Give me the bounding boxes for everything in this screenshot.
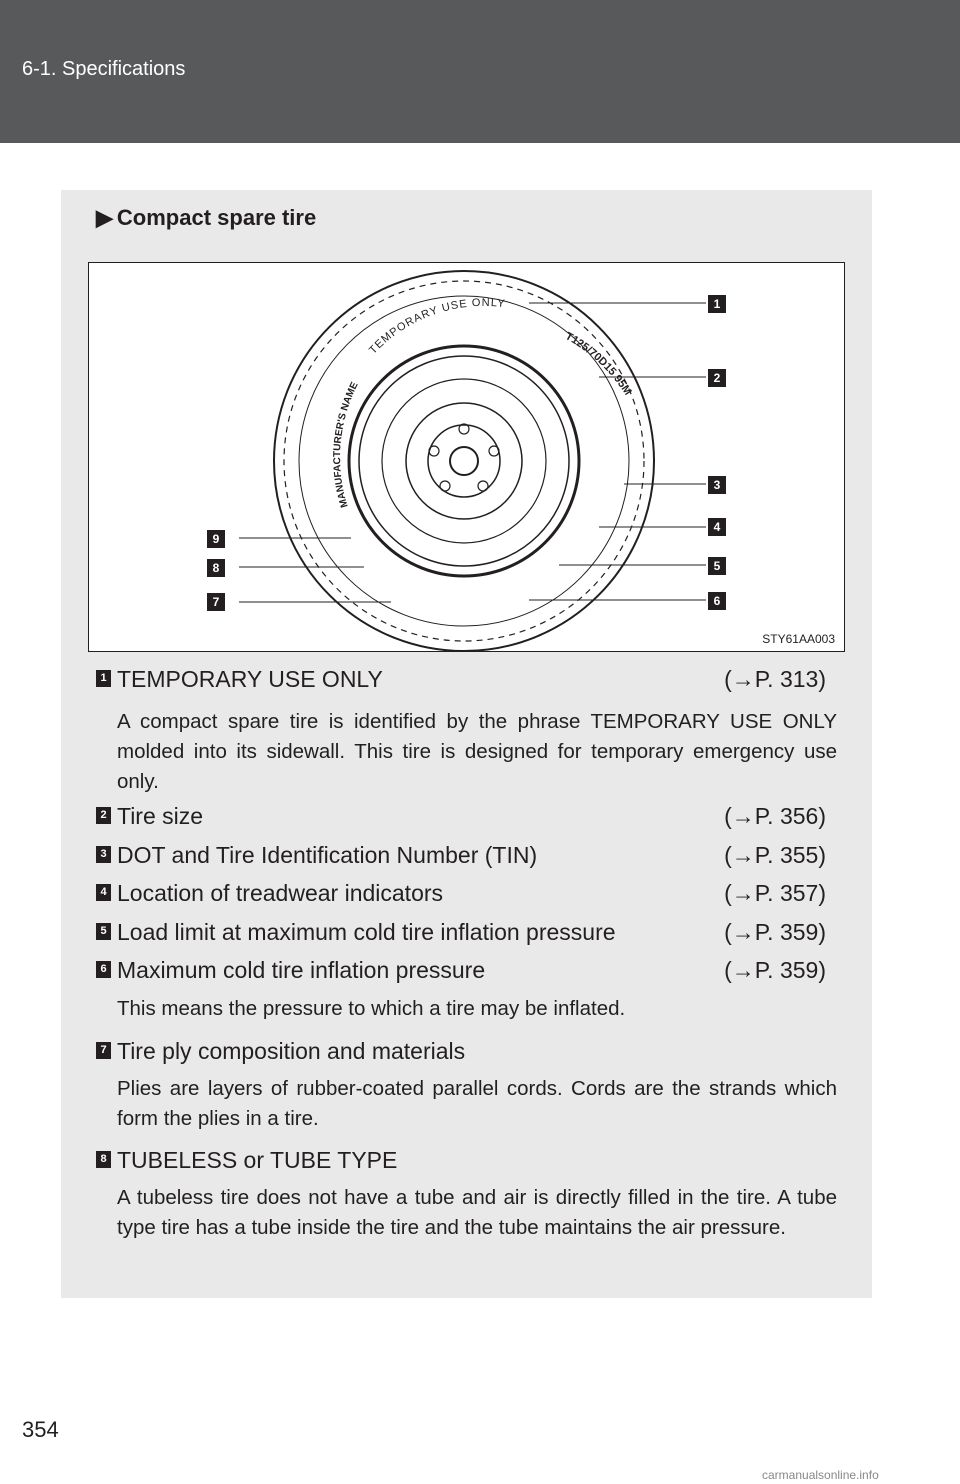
callout-5: 5 (713, 559, 721, 573)
item-number-badge: 1 (96, 670, 111, 687)
page-reference: (→P. 313) (724, 666, 826, 692)
page-reference: (→P. 359) (724, 919, 826, 945)
item-description: A compact spare tire is identified by the phrase TEMPORARY USE ONLY molded into its sidewall. This tire is designed for temporary emergency use only. (117, 710, 837, 793)
tire-figure (88, 262, 845, 652)
callout-1: 1 (713, 297, 721, 311)
item-number-badge: 2 (96, 807, 111, 824)
tire (274, 271, 654, 651)
figure-code: STY61AA003 (762, 632, 835, 646)
callout-2: 2 (713, 371, 721, 385)
item-number-badge: 5 (96, 923, 111, 940)
callout-7: 7 (212, 595, 220, 609)
watermark: carmanualsonline.info (762, 1468, 879, 1482)
callout-4: 4 (713, 520, 721, 534)
panel-title-text: Compact spare tire (116, 205, 317, 230)
section-title: 6-1. Specifications (22, 58, 186, 80)
item-number-badge: 3 (96, 846, 111, 863)
callout-9: 9 (212, 532, 220, 546)
callout-3: 3 (713, 478, 721, 492)
panel-title (96, 205, 316, 231)
item-number-badge: 6 (96, 961, 111, 978)
item-description: A tubeless tire does not have a tube and air is directly filled in the tire. A tube type tire has a tube inside the tire and the tube maintains the air pressure. (117, 1186, 837, 1239)
tire-illustration (89, 263, 846, 653)
page-reference: (→P. 356) (724, 803, 826, 829)
item-label: Load limit at maximum cold tire inflation pressure (117, 919, 616, 945)
tire-text-manufacturer: MANUFACTURER'S NAME (332, 380, 361, 509)
item-label: Tire size (117, 803, 204, 829)
page-reference: (→P. 355) (724, 842, 826, 868)
page-reference: (→P. 357) (724, 880, 826, 906)
item-number-badge: 7 (96, 1042, 111, 1059)
item-label: TEMPORARY USE ONLY (117, 666, 383, 692)
item-number-badge: 4 (96, 884, 111, 901)
triangle-bullet-icon: ▶ (96, 205, 113, 230)
callout-6: 6 (713, 594, 721, 608)
item-label: Tire ply composition and materials (117, 1038, 466, 1064)
item-label: TUBELESS or TUBE TYPE (117, 1147, 398, 1173)
tire-text-temporary: TEMPORARY USE ONLY (366, 296, 507, 357)
page-header (0, 0, 960, 143)
item-description: This means the pressure to which a tire may be inflated. (117, 997, 626, 1020)
item-description: Plies are layers of rubber-coated parallel cords. Cords are the strands which form the plies in a tire. (117, 1077, 837, 1130)
callout-8: 8 (212, 561, 220, 575)
item-label: Location of treadwear indicators (117, 880, 444, 906)
tire-text-size: T125/70D15 95M (563, 330, 634, 398)
page-reference: (→P. 359) (724, 957, 826, 983)
item-number-badge: 8 (96, 1151, 111, 1168)
item-label: Maximum cold tire inflation pressure (117, 957, 486, 983)
item-label: DOT and Tire Identification Number (TIN) (117, 842, 538, 868)
page-number: 354 (22, 1417, 59, 1442)
